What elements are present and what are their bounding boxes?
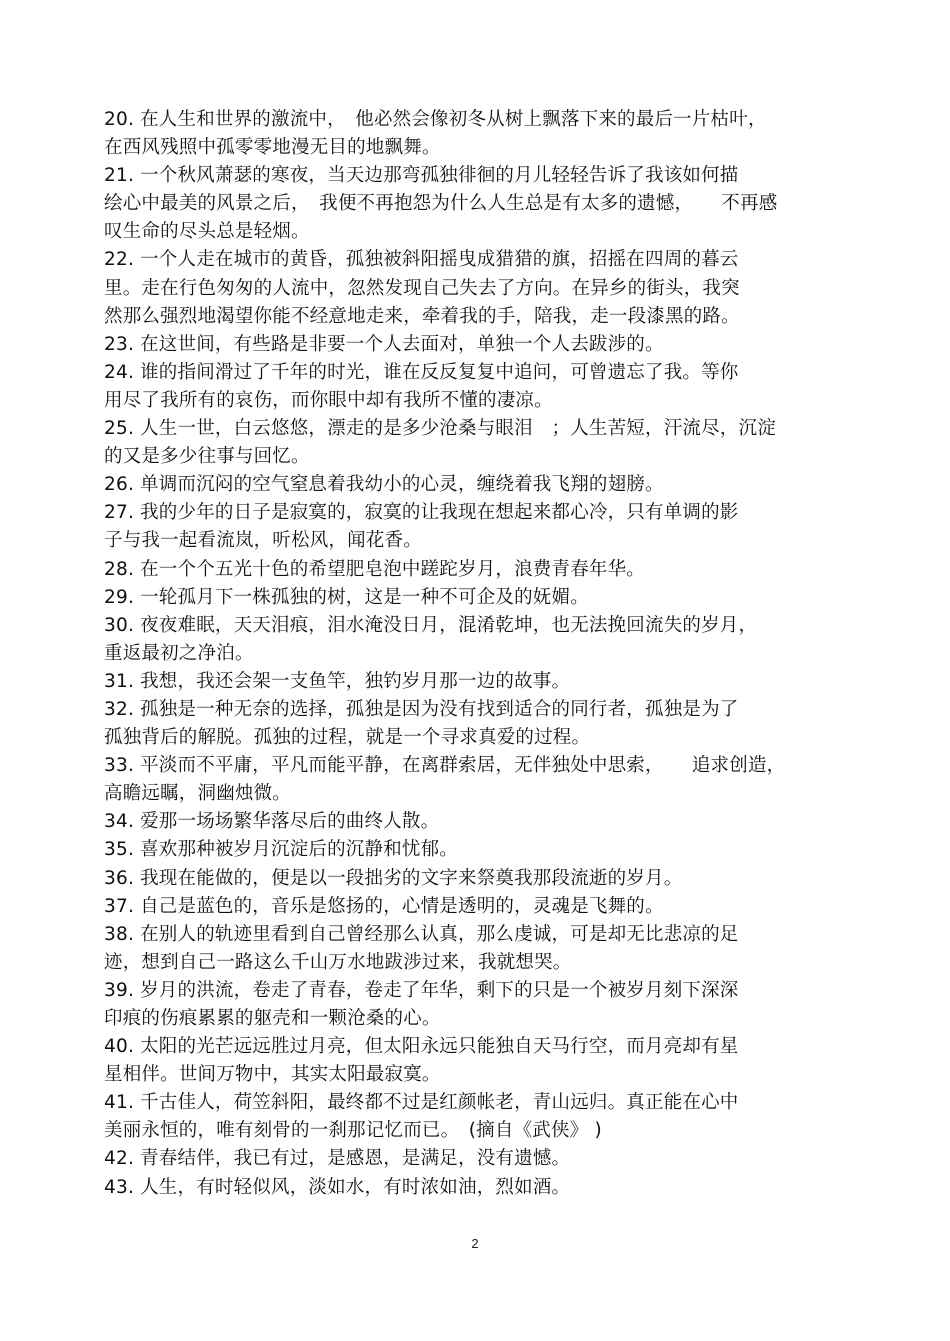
text-line: 的又是多少往事与回忆。 xyxy=(104,446,310,468)
text-line: 42. 青春结伴，我已有过，是感恩，是满足，没有遗憾。 xyxy=(104,1148,571,1170)
text-line: 22. 一个人走在城市的黄昏，孤独被斜阳摇曳成猎猎的旗，招摇在四周的暮云 xyxy=(104,249,739,271)
text-line: 28. 在一个个五光十色的希望肥皂泡中蹉跎岁月，浪费青春年华。 xyxy=(104,558,646,580)
text-line: 31. 我想，我还会架一支鱼竿，独钓岁月那一边的故事。 xyxy=(104,670,571,692)
text-line: 29. 一轮孤月下一株孤独的树，这是一种不可企及的妩媚。 xyxy=(104,586,589,608)
text-line: 25. 人生一世，白云悠悠，漂走的是多少沧桑与眼泪 ；人生苦短，汗流尽，沉淀 xyxy=(104,418,776,440)
text-line: 32. 孤独是一种无奈的选择，孤独是因为没有找到适合的同行者，孤独是为了 xyxy=(104,698,739,720)
text-line: 36. 我现在能做的，便是以一段拙劣的文字来祭奠我那段流逝的岁月。 xyxy=(104,867,683,889)
text-line: 重返最初之净泊。 xyxy=(104,642,254,664)
text-line: 美丽永恒的，唯有刻骨的一刹那记忆而已。 (摘自《武侠》 ) xyxy=(104,1120,602,1142)
text-line: 35. 喜欢那种被岁月沉淀后的沉静和忧郁。 xyxy=(104,839,459,861)
text-line: 33. 平淡而不平庸，平凡而能平静，在离群索居，无伴独处中思索， 追求创造， xyxy=(104,755,786,777)
text-line: 39. 岁月的洪流，卷走了青春，卷走了年华，剩下的只是一个被岁月刻下深深 xyxy=(104,979,739,1001)
text-line: 41. 千古佳人，荷笠斜阳，最终都不过是红颜帐老，青山远归。真正能在心中 xyxy=(104,1092,739,1114)
text-line: 34. 爱那一场场繁华落尽后的曲终人散。 xyxy=(104,811,440,833)
text-line: 印痕的伤痕累累的躯壳和一颗沧桑的心。 xyxy=(104,1008,441,1029)
text-line: 27. 我的少年的日子是寂寞的，寂寞的让我现在想起来都心冷，只有单调的影 xyxy=(104,502,739,524)
body-text xyxy=(104,106,844,1202)
text-line: 在西风残照中孤零零地漫无目的地飘舞。 xyxy=(104,137,441,159)
text-line: 子与我一起看流岚，听松风，闻花香。 xyxy=(104,530,422,552)
text-line: 孤独背后的解脱。孤独的过程，就是一个寻求真爱的过程。 xyxy=(104,727,591,749)
text-line: 里。走在行色匆匆的人流中，忽然发现自己失去了方向。在异乡的街头，我突 xyxy=(104,277,740,299)
text-line: 37. 自己是蓝色的，音乐是悠扬的，心情是透明的，灵魂是飞舞的。 xyxy=(104,895,664,917)
text-line: 迹，想到自己一路这么千山万水地跋涉过来，我就想哭。 xyxy=(104,951,572,973)
text-line: 43. 人生，有时轻似风，淡如水，有时浓如油，烈如酒。 xyxy=(104,1176,571,1198)
text-line: 星相伴。世间万物中，其实太阳最寂寞。 xyxy=(104,1064,441,1086)
text-line: 30. 夜夜难眠，天天泪痕，泪水淹没日月，混淆乾坤，也无法挽回流失的岁月， xyxy=(104,614,758,636)
text-line: 38. 在别人的轨迹里看到自己曾经那么认真，那么虔诚，可是却无比悲凉的足 xyxy=(104,923,739,945)
text-line: 然那么强烈地渴望你能不经意地走来，牵着我的手，陪我，走一段漆黑的路。 xyxy=(104,305,740,327)
text-line: 24. 谁的指间滑过了千年的时光，谁在反反复复中追问，可曾遗忘了我。等你 xyxy=(104,361,739,383)
text-line: 40. 太阳的光芒远远胜过月亮，但太阳永远只能独自天马行空，而月亮却有星 xyxy=(104,1036,739,1058)
text-line: 叹生命的尽头总是轻烟。 xyxy=(104,221,310,243)
text-line: 用尽了我所有的哀伤，而你眼中却有我所不懂的凄凉。 xyxy=(104,389,553,411)
text-line: 绘心中最美的风景之后， 我便不再抱怨为什么人生总是有太多的遗憾， 不再感 xyxy=(104,193,778,215)
text-line: 20. 在人生和世界的激流中， 他必然会像初冬从树上飘落下来的最后一片枯叶， xyxy=(104,109,767,130)
text-line: 21. 一个秋风萧瑟的寒夜，当天边那弯孤独徘徊的月儿轻轻告诉了我该如何描 xyxy=(104,165,739,187)
text-line: 高瞻远瞩，洞幽烛微。 xyxy=(104,783,292,805)
text-line: 26. 单调而沉闷的空气窒息着我幼小的心灵，缠绕着我飞翔的翅膀。 xyxy=(104,474,664,496)
page-number: 2 xyxy=(471,1236,479,1251)
text-line: 23. 在这世间，有些路是非要一个人去面对，单独一个人去跋涉的。 xyxy=(104,333,664,355)
